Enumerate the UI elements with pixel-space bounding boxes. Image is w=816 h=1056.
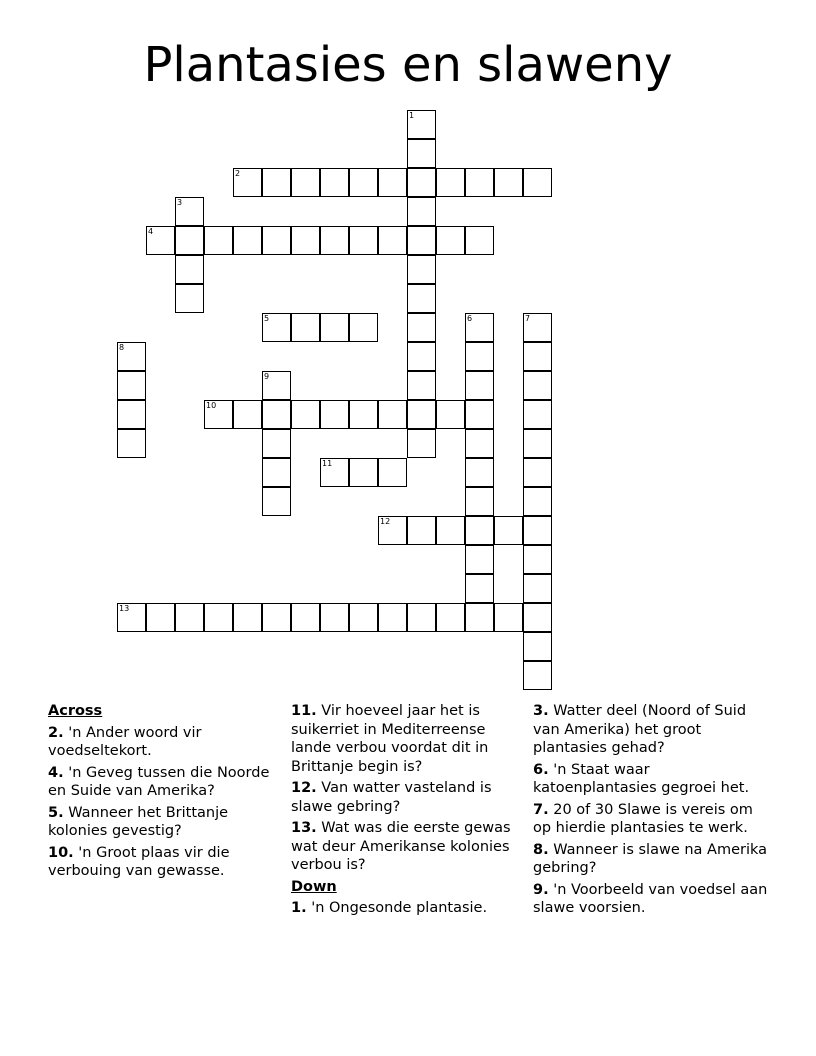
grid-cell[interactable] [407, 197, 436, 226]
clue-down-1: 1. 'n Ongesonde plantasie. [291, 900, 488, 916]
grid-cell[interactable] [407, 342, 436, 371]
clue-number: 2 [235, 169, 241, 178]
grid-cell[interactable] [523, 545, 552, 574]
grid-cell[interactable] [407, 429, 436, 458]
grid-cell[interactable] [117, 342, 146, 371]
grid-cell[interactable] [349, 168, 378, 197]
grid-cell[interactable] [523, 400, 552, 429]
grid-cell[interactable] [465, 371, 494, 400]
grid-cell[interactable] [262, 429, 291, 458]
grid-cell[interactable] [204, 603, 233, 632]
down-heading: Down [291, 878, 337, 895]
clue-column-1 [48, 702, 278, 884]
clue-number: 9 [264, 372, 270, 381]
clue-across-13: 13. Wat was die eerste gewas wat deur Amerikanse kolonies verbou is? [291, 820, 511, 873]
grid-cell[interactable] [349, 313, 378, 342]
grid-cell[interactable] [262, 168, 291, 197]
clue-down-7: 7. 20 of 30 Slawe is vereis om op hierdie plantasies te werk. [533, 801, 753, 836]
clue-column-2 [291, 702, 525, 921]
grid-cell[interactable] [233, 603, 262, 632]
clue-across-10: 10. 'n Groot plaas vir die verbouing van gewasse. [48, 844, 230, 879]
grid-cell[interactable] [407, 255, 436, 284]
clue-column-3 [533, 702, 773, 921]
grid-cell[interactable] [175, 284, 204, 313]
clue-across-2: 2. 'n Ander woord vir voedseltekort. [48, 724, 202, 759]
clue-across-5: 5. Wanneer het Brittanje kolonies gevestig? [48, 804, 229, 839]
clue-number: 7 [525, 314, 531, 323]
grid-cell[interactable] [262, 458, 291, 487]
grid-cell[interactable] [465, 400, 494, 429]
grid-cell[interactable] [465, 168, 494, 197]
clue-number: 5 [264, 314, 270, 323]
grid-cell[interactable] [349, 226, 378, 255]
grid-cell[interactable] [407, 400, 436, 429]
grid-cell[interactable] [262, 400, 291, 429]
grid-cell[interactable] [494, 168, 523, 197]
grid-cell[interactable] [407, 313, 436, 342]
grid-cell[interactable] [465, 458, 494, 487]
grid-cell[interactable] [320, 313, 349, 342]
grid-cell[interactable] [117, 429, 146, 458]
grid-cell[interactable] [262, 371, 291, 400]
grid-cell[interactable] [349, 458, 378, 487]
grid-cell[interactable] [262, 226, 291, 255]
clue-number: 6 [467, 314, 473, 323]
grid-cell[interactable] [523, 603, 552, 632]
grid-cell[interactable] [262, 603, 291, 632]
grid-cell[interactable] [320, 458, 349, 487]
grid-cell[interactable] [465, 342, 494, 371]
grid-cell[interactable] [494, 516, 523, 545]
clue-across-12: 12. Van watter vasteland is slawe gebring? [291, 780, 492, 815]
clue-down-8: 8. Wanneer is slawe na Amerika gebring? [533, 841, 768, 876]
grid-cell[interactable] [291, 313, 320, 342]
grid-cell[interactable] [407, 139, 436, 168]
grid-cell[interactable] [407, 603, 436, 632]
grid-cell[interactable] [407, 516, 436, 545]
grid-cell[interactable] [378, 516, 407, 545]
grid-cell[interactable] [349, 603, 378, 632]
grid-cell[interactable] [465, 516, 494, 545]
grid-cell[interactable] [291, 400, 320, 429]
grid-cell[interactable] [262, 487, 291, 516]
grid-cell[interactable] [262, 313, 291, 342]
grid-cell[interactable] [320, 603, 349, 632]
grid-cell[interactable] [523, 458, 552, 487]
grid-cell[interactable] [175, 255, 204, 284]
grid-cell[interactable] [146, 603, 175, 632]
clue-down-6: 6. 'n Staat waar katoenplantasies gegroei het. [533, 761, 750, 796]
grid-cell[interactable] [436, 226, 465, 255]
clue-down-3: 3. Watter deel (Noord of Suid van Amerika) het groot plantasies gehad? [533, 703, 747, 756]
grid-cell[interactable] [291, 603, 320, 632]
grid-cell[interactable] [465, 603, 494, 632]
grid-cell[interactable] [407, 110, 436, 139]
grid-cell[interactable] [378, 168, 407, 197]
grid-cell[interactable] [436, 603, 465, 632]
grid-cell[interactable] [175, 197, 204, 226]
clue-number: 10 [206, 401, 217, 410]
clue-number: 13 [119, 604, 130, 613]
grid-cell[interactable] [233, 226, 262, 255]
clue-number: 8 [119, 343, 125, 352]
grid-cell[interactable] [175, 226, 204, 255]
grid-cell[interactable] [378, 400, 407, 429]
grid-cell[interactable] [436, 168, 465, 197]
grid-cell[interactable] [523, 661, 552, 690]
clue-number: 12 [380, 517, 391, 526]
grid-cell[interactable] [523, 516, 552, 545]
clue-down-9: 9. 'n Voorbeeld van voedsel aan slawe voorsien. [533, 881, 768, 916]
grid-cell[interactable] [407, 284, 436, 313]
grid-cell[interactable] [494, 603, 523, 632]
grid-cell[interactable] [378, 226, 407, 255]
grid-cell[interactable] [146, 226, 175, 255]
grid-cell[interactable] [523, 342, 552, 371]
across-heading: Across [48, 703, 103, 719]
clue-number: 11 [322, 459, 333, 468]
grid-cell[interactable] [407, 226, 436, 255]
puzzle-title: Plantasies en slaweny [143, 37, 673, 93]
grid-cell[interactable] [378, 603, 407, 632]
grid-cell[interactable] [523, 429, 552, 458]
grid-cell[interactable] [320, 226, 349, 255]
grid-cell[interactable] [436, 516, 465, 545]
grid-cell[interactable] [523, 632, 552, 661]
grid-cell[interactable] [233, 400, 262, 429]
grid-cell[interactable] [233, 168, 262, 197]
grid-cell[interactable] [407, 168, 436, 197]
grid-cell[interactable] [320, 400, 349, 429]
clue-across-11: 11. Vir hoeveel jaar het is suikerriet in Mediterreense lande verbou voordat dit in Brittanje begin is? [291, 703, 489, 775]
grid-cell[interactable] [291, 226, 320, 255]
grid-cell[interactable] [523, 574, 552, 603]
clue-number: 4 [148, 227, 154, 236]
grid-cell[interactable] [117, 371, 146, 400]
grid-cell[interactable] [320, 168, 349, 197]
grid-cell[interactable] [378, 458, 407, 487]
clue-number: 1 [409, 111, 415, 120]
clue-number: 3 [177, 198, 183, 207]
grid-cell[interactable] [523, 313, 552, 342]
clue-across-4: 4. 'n Geveg tussen die Noorde en Suide van Amerika? [48, 764, 270, 799]
grid-cell[interactable] [117, 400, 146, 429]
grid-cell[interactable] [465, 226, 494, 255]
grid-cell[interactable] [436, 400, 465, 429]
grid-cell[interactable] [523, 371, 552, 400]
grid-cell[interactable] [523, 168, 552, 197]
grid-cell[interactable] [465, 574, 494, 603]
grid-cell[interactable] [175, 603, 204, 632]
grid-cell[interactable] [204, 226, 233, 255]
grid-cell[interactable] [117, 603, 146, 632]
grid-cell[interactable] [523, 487, 552, 516]
grid-cell[interactable] [349, 400, 378, 429]
grid-cell[interactable] [465, 429, 494, 458]
grid-cell[interactable] [407, 371, 436, 400]
grid-cell[interactable] [465, 487, 494, 516]
grid-cell[interactable] [465, 313, 494, 342]
grid-cell[interactable] [291, 168, 320, 197]
grid-cell[interactable] [465, 545, 494, 574]
grid-cell[interactable] [204, 400, 233, 429]
